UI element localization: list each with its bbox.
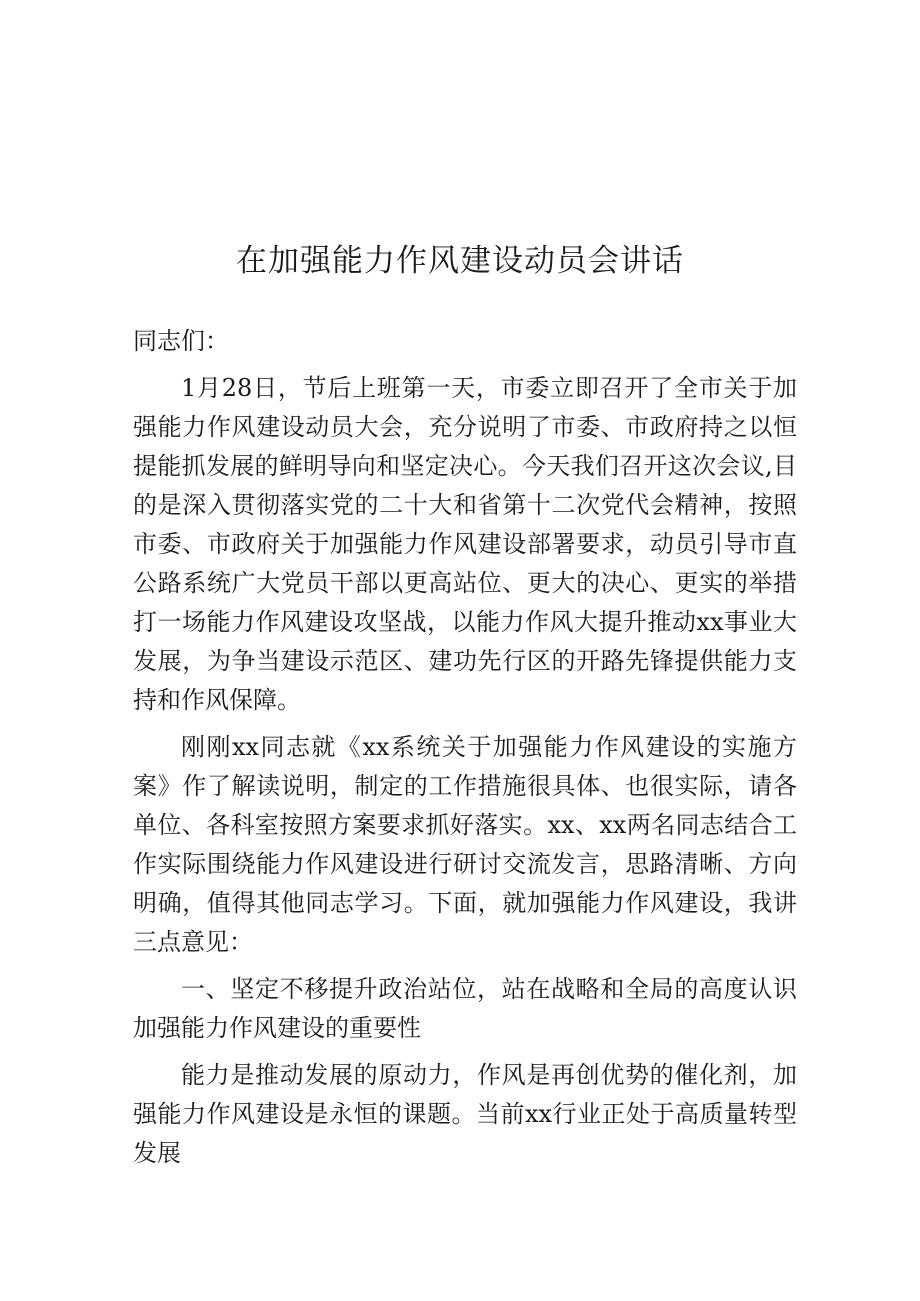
document-body <box>133 322 797 1181</box>
section-heading-one: 一、坚定不移提升政治站位，站在战略和全局的高度认识加强能力作风建设的重要性 <box>133 975 797 1042</box>
paragraph-opening: 1月28日，节后上班第一天，市委立即召开了全市关于加强能力作风建设动员大会，充分说明了市委、市政府持之以恒提能抓发展的鲜明导向和坚定决心。今天我们召开这次会议,目的是深入贯彻落实党的二十大和省第十二次党代会精神，按照市委、市政府关于加强能力作风建设部署要求，动员引导市直公路系统广大党员干部以更高站位、更大的决心、更实的举措打一场能力作风建设攻坚战，以能力作风大提升推动xx事业大发展，为争当建设示范区、建功先行区的开路先锋提供能力支持和作风保障。 <box>133 374 797 714</box>
greeting: 同志们： <box>133 327 229 355</box>
paragraph-capability: 能力是推动发展的原动力，作风是再创优势的催化剂，加强能力作风建设是永恒的课题。当前xx行业正处于高质量转型发展 <box>133 1061 797 1167</box>
paragraph-plan-review: 刚刚xx同志就《xx系统关于加强能力作风建设的实施方案》作了解读说明，制定的工作措施很具体、也很实际，请各单位、各科室按照方案要求抓好落实。xx、xx两名同志结合工作实际围绕能力作风建设进行研讨交流发言，思路清晰、方向明确，值得其他同志学习。下面，就加强能力作风建设，我讲三点意见： <box>133 733 797 956</box>
document-title: 在加强能力作风建设动员会讲话 <box>236 242 684 279</box>
